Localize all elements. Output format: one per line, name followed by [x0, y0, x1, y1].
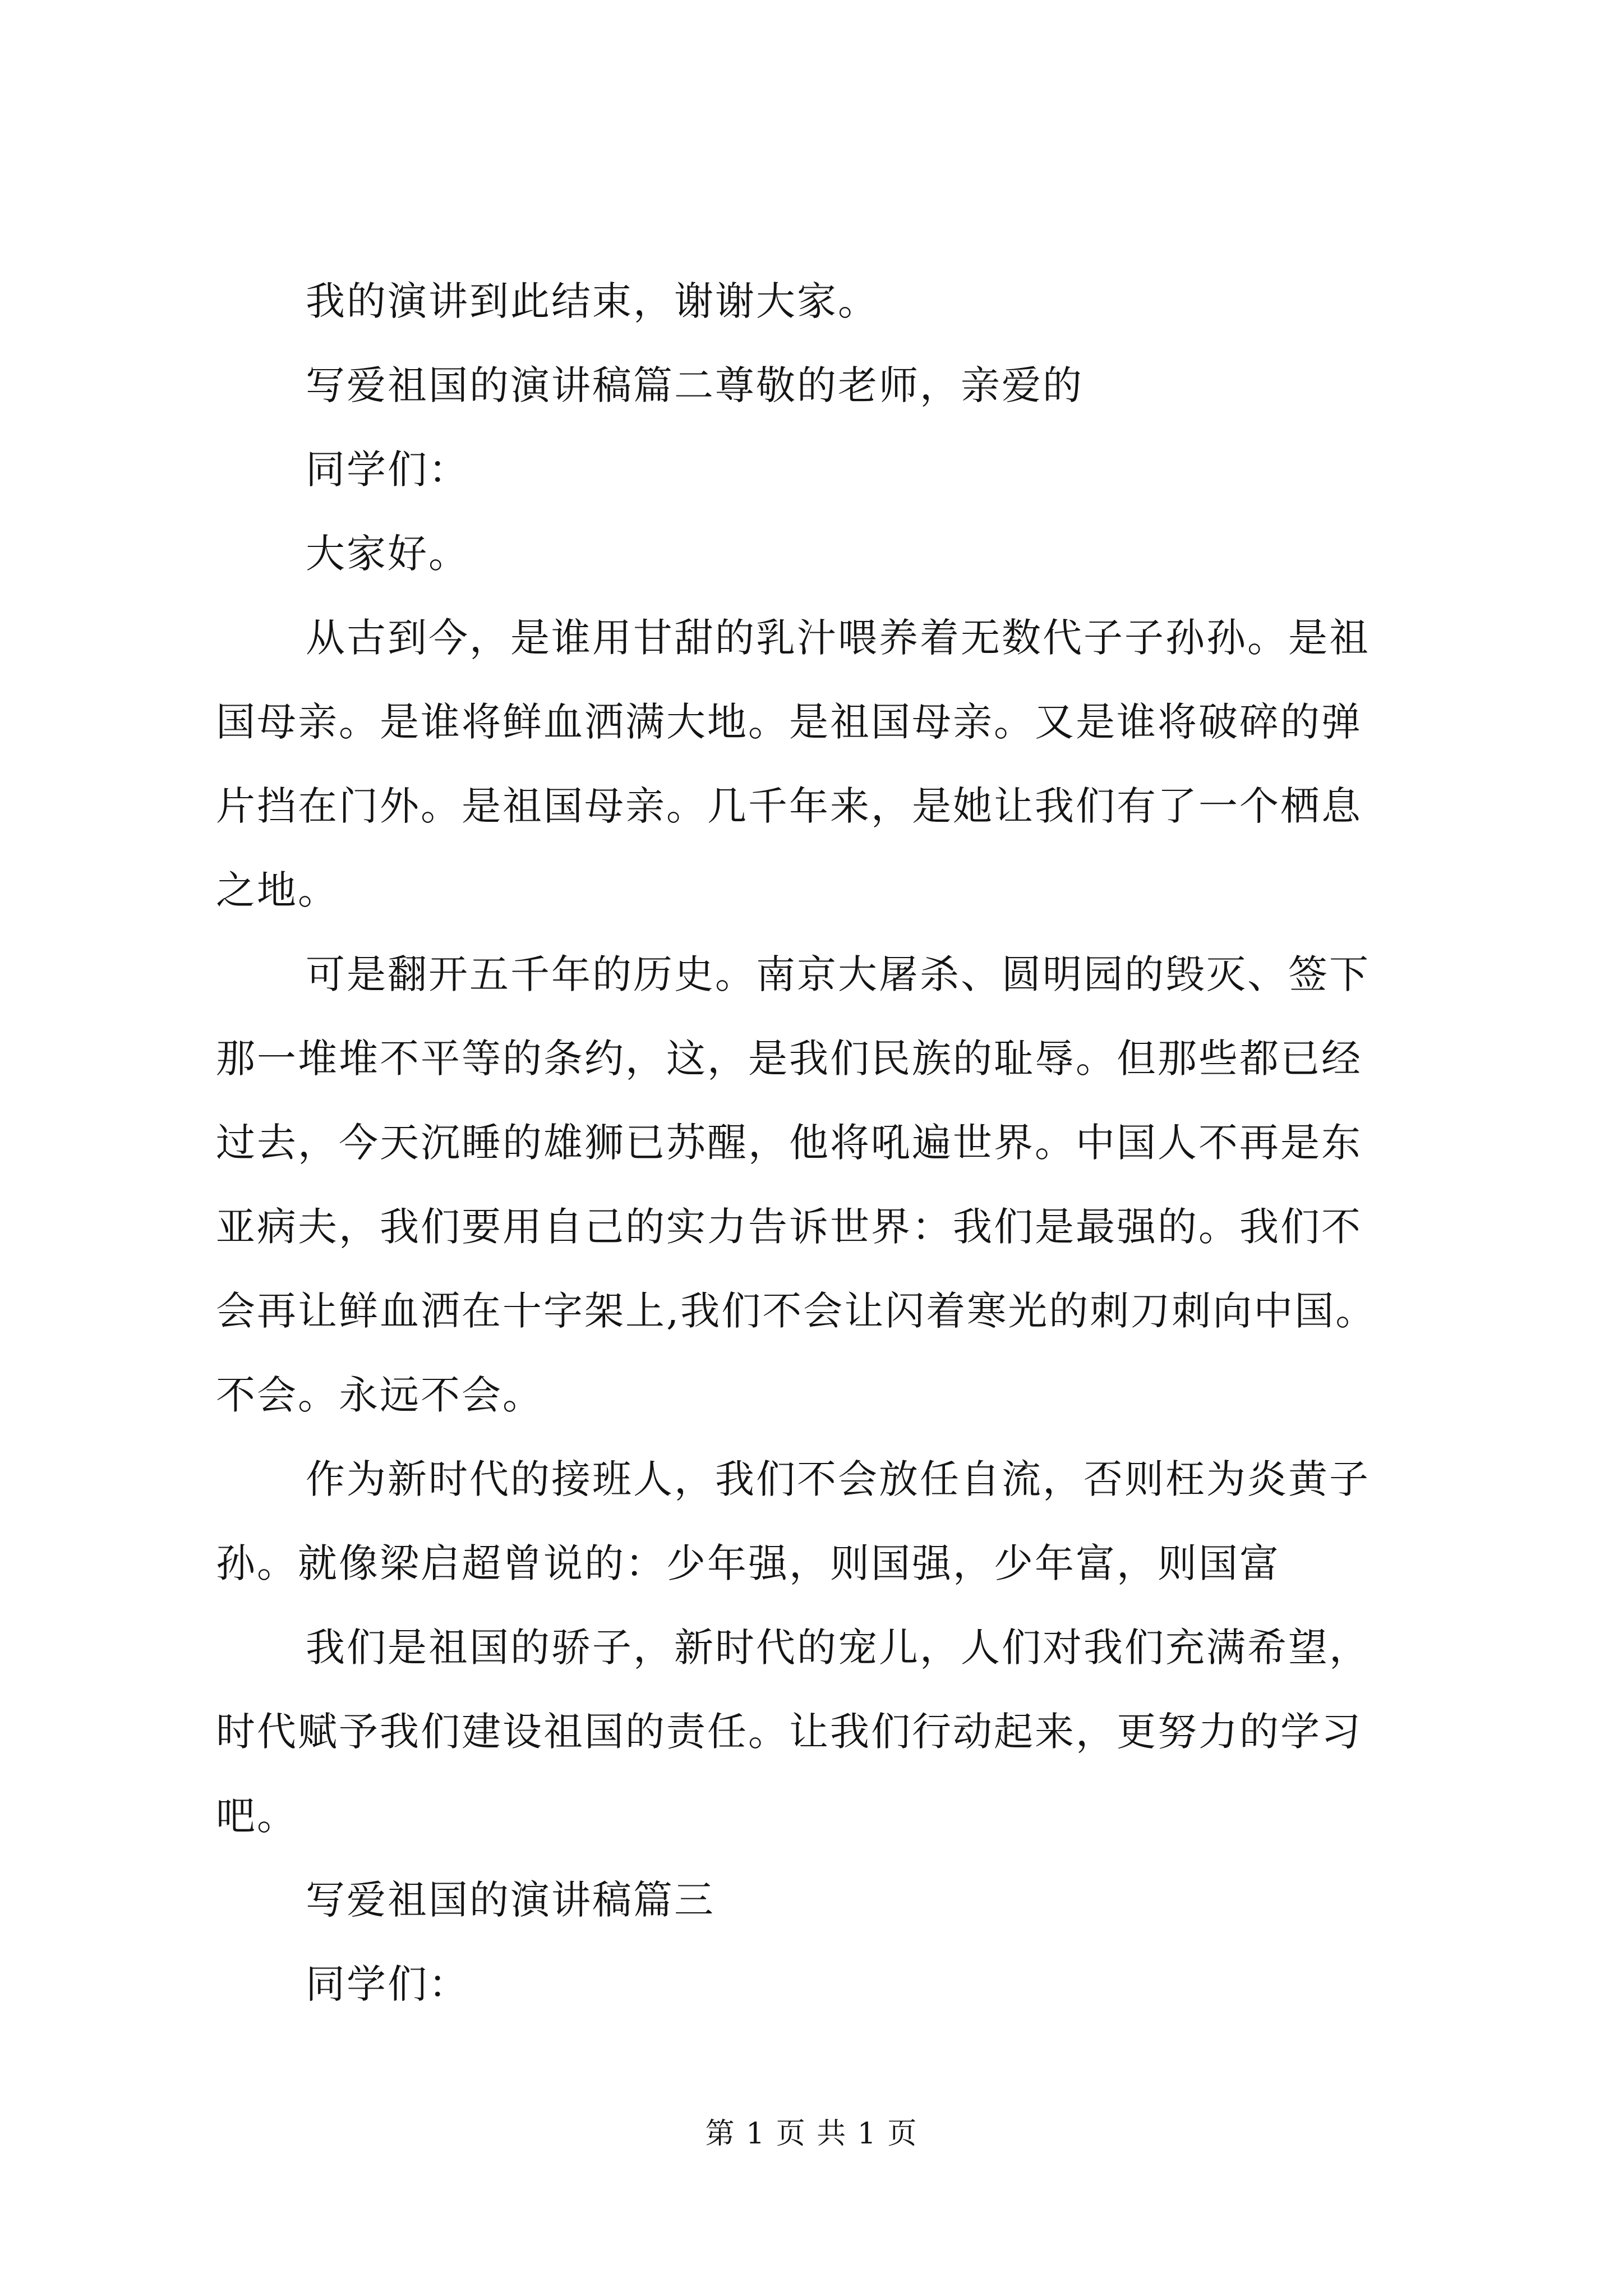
paragraph-greeting — [216, 512, 1416, 596]
paragraph-line: 我的演讲到此结束，谢谢大家。 — [306, 278, 879, 324]
paragraph-line: 同学们： — [306, 447, 469, 493]
paragraph-line: 可是翻开五千年的历史。南京大屠杀、圆明园的毁灭、签下 — [306, 951, 1370, 997]
paragraph-line: 大家好。 — [306, 531, 469, 577]
paragraph-line: 写爱祖国的演讲稿篇三 — [306, 1877, 715, 1923]
paragraph-motherland — [216, 596, 1416, 932]
paragraph-line: 不会。永远不会。 — [216, 1372, 543, 1418]
paragraph-line: 亚病夫，我们要用自己的实力告诉世界：我们是最强的。我们不 — [216, 1204, 1362, 1250]
paragraph-successors — [216, 1437, 1416, 1605]
paragraph-responsibility — [216, 1605, 1416, 1858]
paragraph-section-three-heading — [216, 1858, 1416, 1942]
paragraph-line: 同学们： — [306, 1961, 469, 2007]
paragraph-salutation — [216, 427, 1416, 512]
paragraph-line: 从古到今，是谁用甘甜的乳汁喂养着无数代子子孙孙。是祖 — [306, 615, 1370, 661]
paragraph-line: 吧。 — [216, 1793, 298, 1839]
paragraph-line: 孙。就像梁启超曾说的：少年强，则国强，少年富，则国富 — [216, 1540, 1280, 1586]
paragraph-line: 过去，今天沉睡的雄狮已苏醒，他将吼遍世界。中国人不再是东 — [216, 1120, 1362, 1166]
paragraph-line: 片挡在门外。是祖国母亲。几千年来，是她让我们有了一个栖息 — [216, 783, 1362, 829]
paragraph-line: 之地。 — [216, 867, 339, 913]
paragraph-section-two-heading — [216, 343, 1416, 427]
paragraph-line: 国母亲。是谁将鲜血洒满大地。是祖国母亲。又是谁将破碎的弹 — [216, 699, 1362, 745]
paragraph-line: 作为新时代的接班人，我们不会放任自流，否则枉为炎黄子 — [306, 1456, 1370, 1502]
paragraph-line: 时代赋予我们建设祖国的责任。让我们行动起来，更努力的学习 — [216, 1709, 1362, 1755]
page-footer: 第 1 页 共 1 页 — [705, 2117, 918, 2151]
paragraph-history — [216, 932, 1416, 1437]
paragraph-line: 我们是祖国的骄子，新时代的宠儿，人们对我们充满希望， — [306, 1625, 1370, 1671]
paragraph-line: 那一堆堆不平等的条约，这，是我们民族的耻辱。但那些都已经 — [216, 1036, 1362, 1082]
paragraph-line: 会再让鲜血洒在十字架上,我们不会让闪着寒光的刺刀刺向中国。 — [216, 1288, 1377, 1334]
paragraph-line: 写爱祖国的演讲稿篇二尊敬的老师，亲爱的 — [306, 362, 1083, 408]
paragraph-salutation-two — [216, 1942, 1416, 2026]
document-body — [216, 259, 1416, 2026]
paragraph-closing — [216, 259, 1416, 343]
